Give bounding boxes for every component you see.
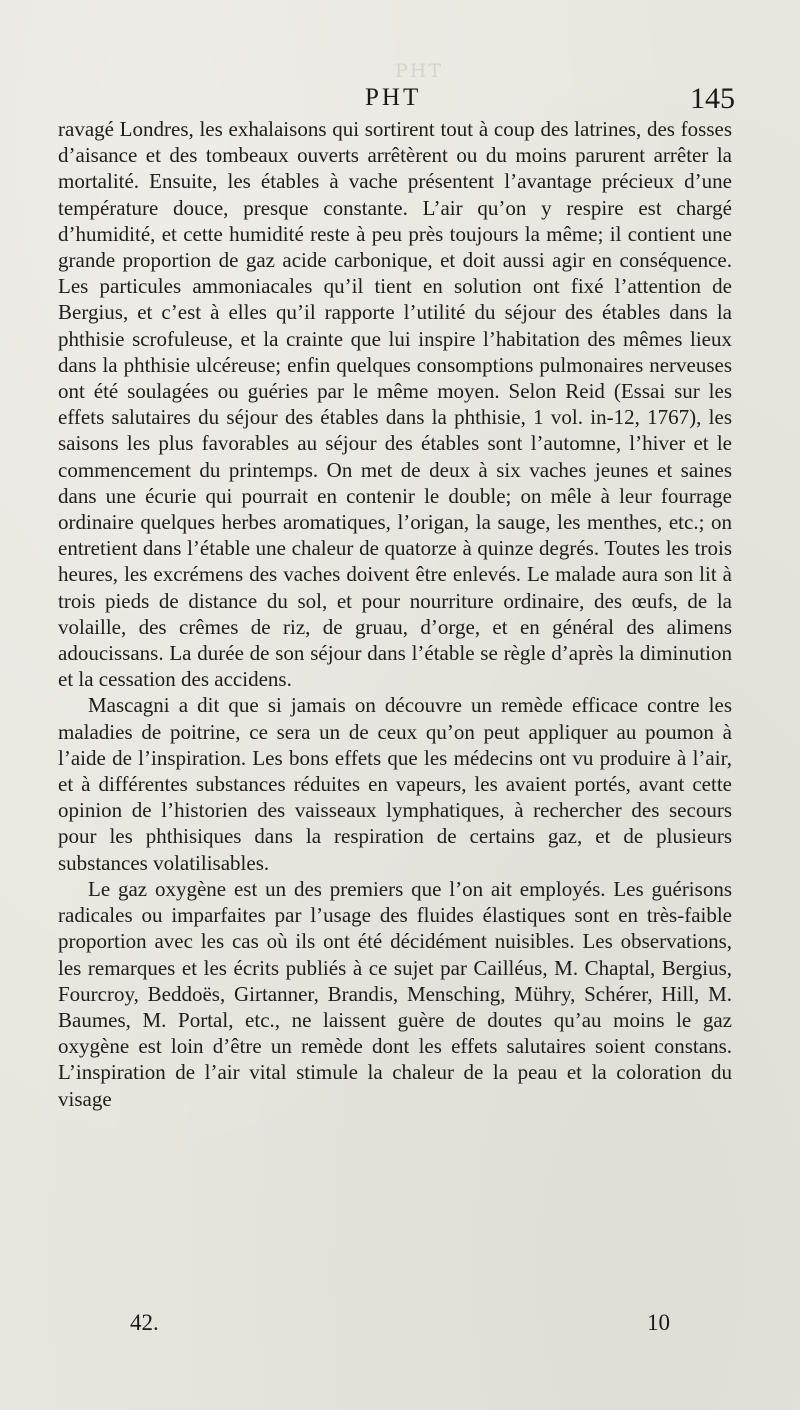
page-number: 145 bbox=[690, 82, 735, 115]
page-footer bbox=[130, 1310, 670, 1344]
paragraph-gaz-oxygene: Le gaz oxygène est un des premiers que l’on ait employés. Les guérisons radicales ou imparfaites par l’usage des fluides élastiques sont en très-faible proportion avec les cas où ils ont été décidément nuisibles. Les observations, les remarques et les écrits publiés à ce sujet par Cailléus, M. Chaptal, Bergius, Fourcroy, Beddoës, Girtanner, Brandis, Mensching, Mühry, Schérer, Hill, M. Baumes, M. Portal, etc., ne laissent guère de doutes qu’au moins le gaz oxygène est loin d’être un remède dont les effets salutaires soient constans. L’inspiration de l’air vital stimule la chaleur de la peau et la coloration du visage bbox=[58, 876, 732, 1111]
running-head: PHT bbox=[365, 84, 422, 111]
show-through-text: PHT bbox=[395, 60, 444, 82]
paragraph-mascagni: Mascagni a dit que si jamais on découvre un remède efficace contre les maladies de poitrine, ce sera un de ceux qu’on peut appliquer au poumon à l’aide de l’inspiration. Les bons effets que les médecins ont vu produire à l’air, et à différentes substances réduites en vapeurs, les avaient portés, avant cette opinion de l’historien des vaisseaux lymphatiques, à rechercher des secours pour les phthisiques dans la respiration de certains gaz, et de plusieurs substances volatilisables. bbox=[58, 693, 732, 875]
page-header bbox=[60, 84, 735, 120]
paragraph-etables: ravagé Londres, les exhalaisons qui sortirent tout à coup des latrines, des fosses d’aisance et des tombeaux ouverts arrêtèrent ou du moins parurent arrêter la mortalité. Ensuite, les étables à vache présentent l’avantage précieux d’une température douce, presque constante. L’air qu’on y respire est chargé d’humidité, et cette humidité reste à peu près toujours la même; il contient une grande proportion de gaz acide carbonique, et doit aussi agir en conséquence. Les particules ammoniacales qu’il tient en solution ont fixé l’attention de Bergius, et c’est à elles qu’il rapporte l’utilité du séjour des étables dans la phthisie scrofuleuse, et la crainte que lui inspire l’habitation des mêmes lieux dans la phthisie ulcéreuse; enfin quelques consomptions pulmonaires nerveuses ont été soulagées ou guéries par le même moyen. Selon Reid (Essai sur les effets salutaires du séjour des étables dans la phthisie, 1 vol. in-12, 1767), les saisons les plus favorables au séjour des étables sont l’automne, l’hiver et le commencement du printemps. On met de deux à six vaches jeunes et saines dans une écurie qui pourrait en contenir le double; on mêle à leur fourrage ordinaire quelques herbes aromatiques, l’origan, la sauge, les menthes, etc.; on entretient dans l’étable une chaleur de quatorze à quinze degrés. Toutes les trois heures, les excrémens des vaches doivent être enlevés. Le malade aura son lit à trois pieds de distance du sol, et pour nourriture ordinaire, des œufs, de la volaille, des crêmes de riz, de gruau, d’orge, et en général des alimens adoucissans. La durée de son séjour dans l’étable se règle d’après la diminution et la cessation des accidens. bbox=[58, 117, 732, 692]
signature-mark: 42. bbox=[130, 1310, 159, 1335]
body-text bbox=[58, 116, 732, 1112]
sheet-number: 10 bbox=[647, 1310, 670, 1335]
